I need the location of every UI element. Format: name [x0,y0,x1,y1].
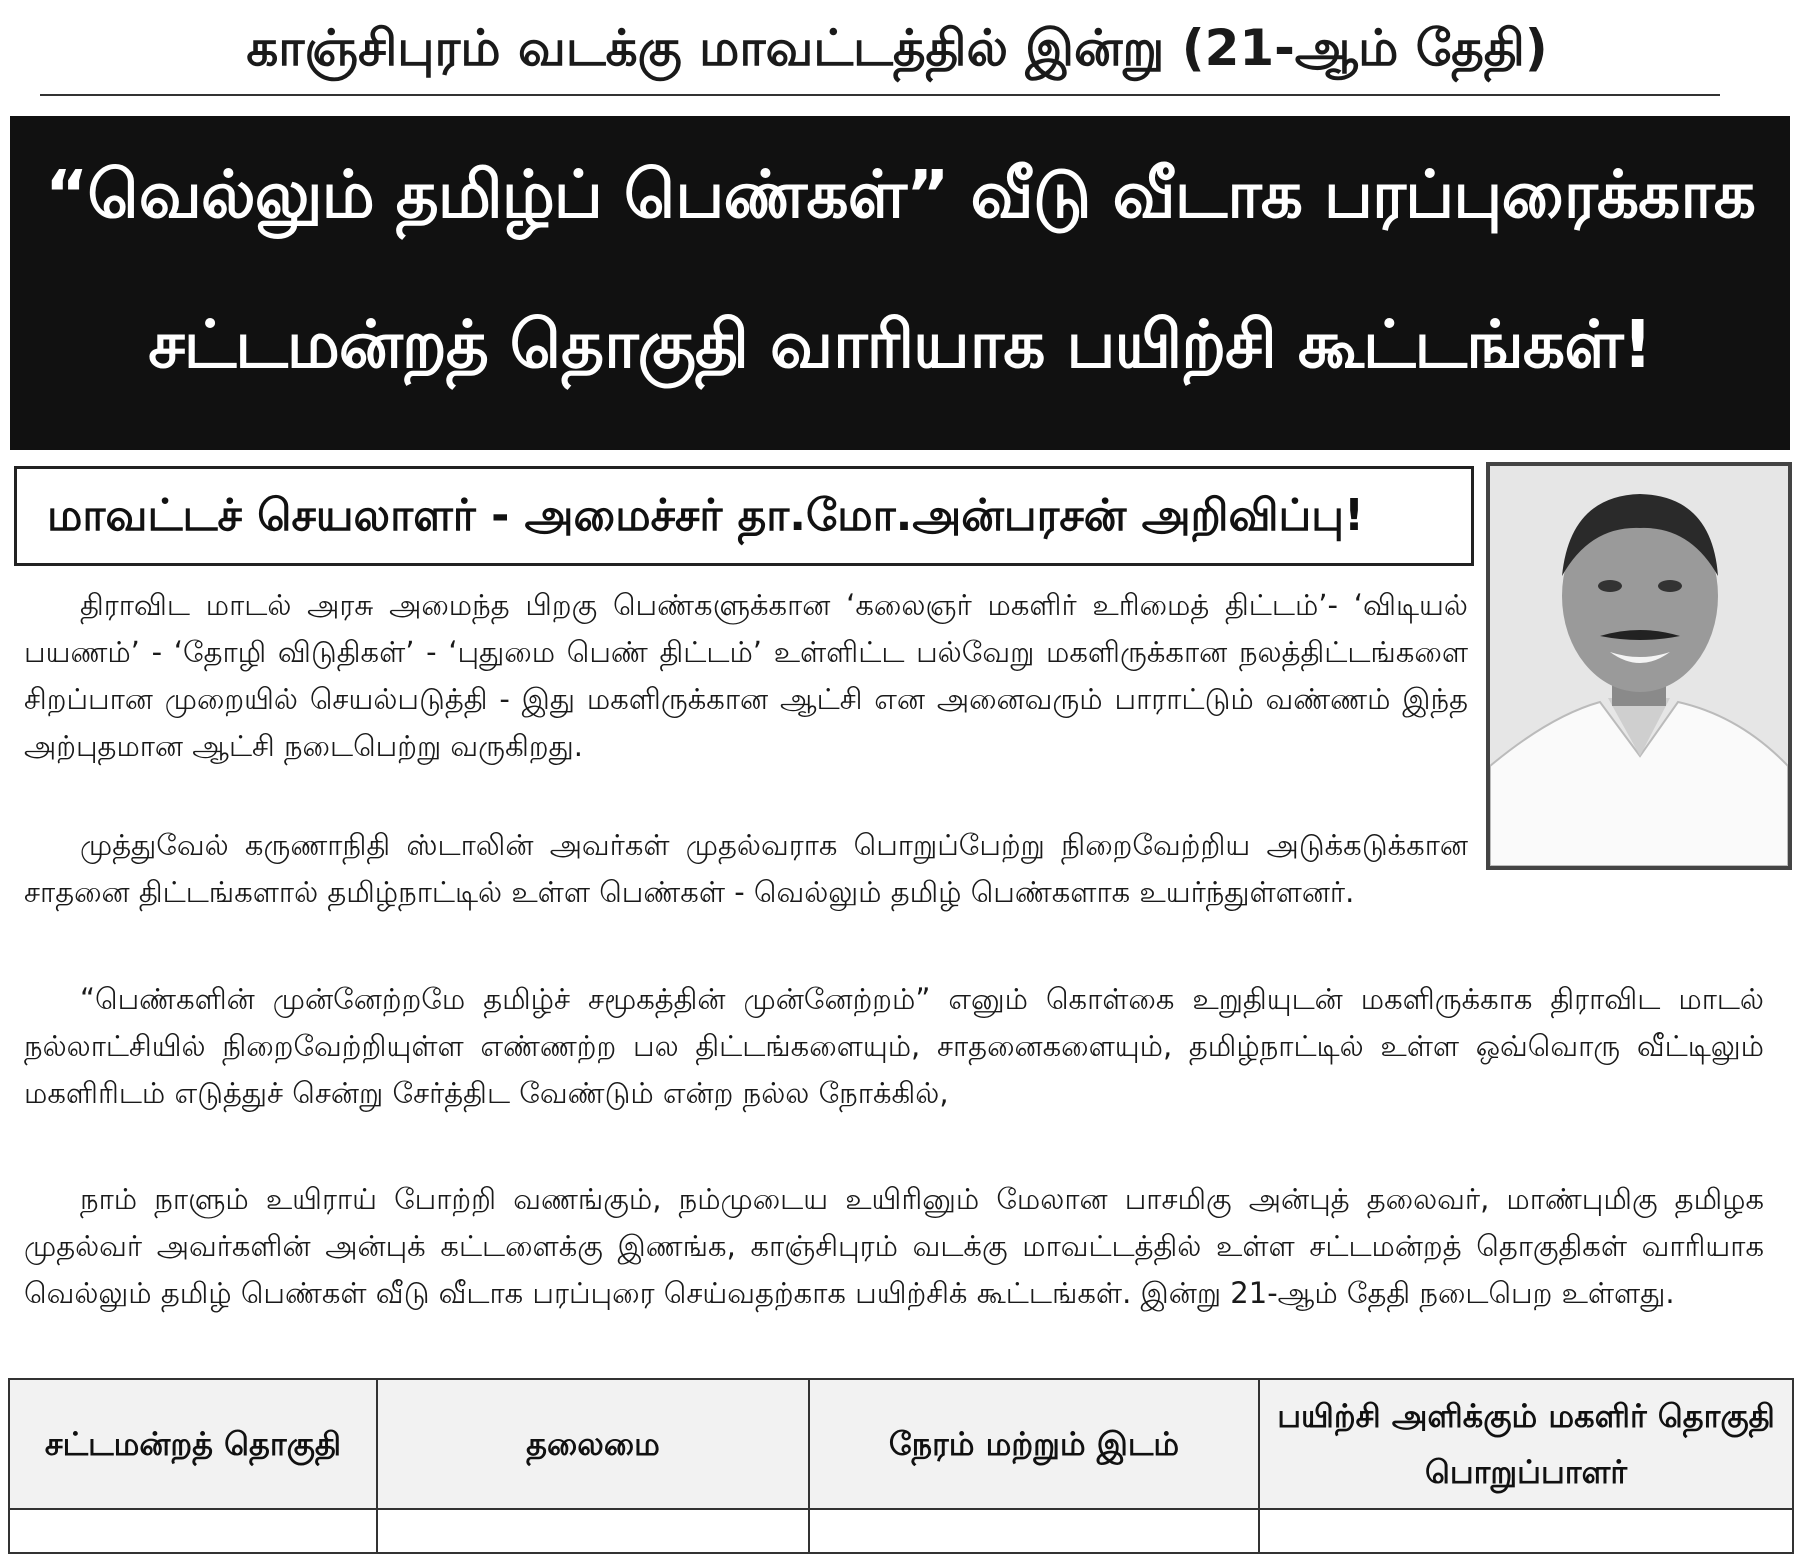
column-header-trainer: பயிற்சி அளிக்கும் மகளிர் தொகுதி பொறுப்பாளர் [1259,1379,1793,1509]
table-header-row [9,1379,1793,1509]
paragraph-2-text: முத்துவேல் கருணாநிதி ஸ்டாலின் அவர்கள் முதல்வராக பொறுப்பேற்று நிறைவேற்றிய அடுக்கடுக்கான சாதனை திட்டங்களால் தமிழ்நாட்டில் உள்ள பெண்கள் - வெல்லும் தமிழ் பெண்களாக உயர்ந்துள்ளனர். [24,828,1468,909]
column-header-time-venue: நேரம் மற்றும் இடம் [809,1379,1259,1509]
paragraph-4-text: நாம் நாளும் உயிராய் போற்றி வணங்கும், நம்முடைய உயிரினும் மேலான பாசமிகு அன்புத் தலைவர், மாண்புமிகு தமிழக முதல்வர் அவர்களின் அன்புக் கட்டளைக்கு இணங்க, காஞ்சிபுரம் வடக்கு மாவட்டத்தில் உள்ள சட்டமன்றத் தொகுதிகள் வாரியாக வெல்லும் தமிழ் பெண்கள் வீடு வீடாக பரப்புரை செய்வதற்காக பயிற்சிக் கூட்டங்கள். இன்று 21-ஆம் தேதி நடைபெற உள்ளது. [24,1182,1764,1310]
body-paragraph-3 [24,976,1764,1117]
body-paragraph-1 [24,582,1468,770]
paragraph-1-text: திராவிட மாடல் அரசு அமைந்த பிறகு பெண்களுக்கான ‘கலைஞர் மகளிர் உரிமைத் திட்டம்’- ‘விடியல் பயணம்’ - ‘தோழி விடுதிகள்’ - ‘புதுமை பெண் திட்டம்’ உள்ளிட்ட பல்வேறு மகளிருக்கான நலத்திட்டங்களை சிறப்பான முறையில் செயல்படுத்தி - இது மகளிருக்கான ஆட்சி என அனைவரும் பாராட்டும் வண்ணம் இந்த அற்புதமான ஆட்சி நடைபெற்று வருகிறது. [24,588,1468,763]
kicker-headline: காஞ்சிபுரம் வடக்கு மாவட்டத்தில் இன்று (21-ஆம் தேதி) [246,19,1548,77]
paragraph-3-text: “பெண்களின் முன்னேற்றமே தமிழ்ச் சமூகத்தின் முன்னேற்றம்” எனும் கொள்கை உறுதியுடன் மகளிருக்காக திராவிட மாடல் நல்லாட்சியில் நிறைவேற்றியுள்ள எண்ணற்ற பல திட்டங்களையும், சாதனைகளையும், தமிழ்நாட்டில் உள்ள ஒவ்வொரு வீட்டிலும் மகளிரிடம் எடுத்துச் சென்று சேர்த்திட வேண்டும் என்ற நல்ல நோக்கில், [24,982,1764,1110]
headline-line-1: “வெல்லும் தமிழ்ப் பெண்கள்” வீடு வீடாக பரப்புரைக்காக [44,156,1756,233]
headline-banner [10,116,1790,450]
minister-photo [1486,462,1792,870]
kicker-rule [40,94,1720,96]
body-paragraph-4 [24,1176,1764,1317]
subheadline-box: மாவட்டச் செயலாளர் - அமைச்சர் தா.மோ.அன்பரசன் அறிவிப்பு! [14,466,1474,566]
table-row [9,1509,1793,1553]
table-cell [1259,1509,1793,1553]
table-cell [9,1509,377,1553]
headline-line-2: சட்டமன்றத் தொகுதி வாரியாக பயிற்சி கூட்டங்கள்! [148,306,1652,383]
body-paragraph-2 [24,822,1468,916]
column-header-chair: தலைமை [377,1379,809,1509]
portrait-illustration [1490,466,1788,866]
column-header-constituency: சட்டமன்றத் தொகுதி [9,1379,377,1509]
schedule-table [8,1378,1794,1554]
table-cell [377,1509,809,1553]
table-cell [809,1509,1259,1553]
